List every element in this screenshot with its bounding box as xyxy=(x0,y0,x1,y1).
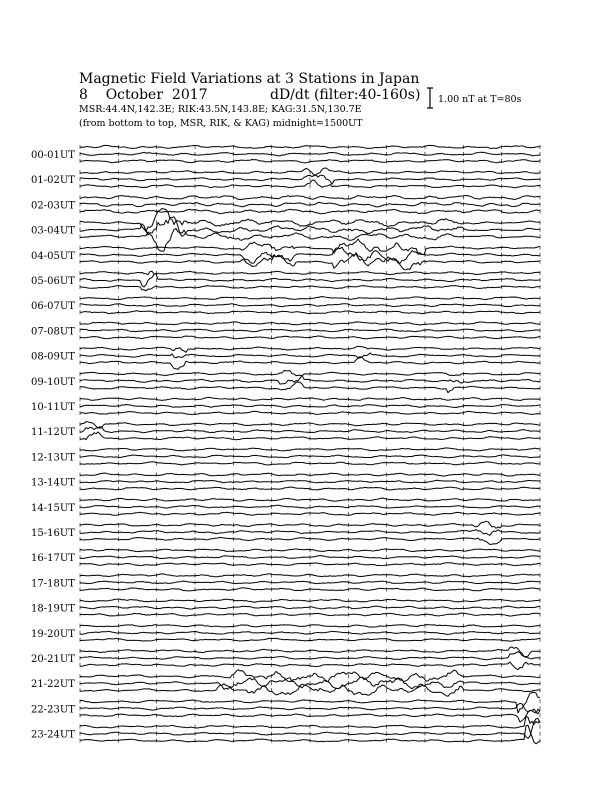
hour-label: 00-01UT xyxy=(31,150,75,161)
hour-label: 21-22UT xyxy=(31,679,75,691)
trace-kag xyxy=(80,717,540,728)
station-coordinates: MSR:44.4N,142.3E; RIK:43.5N,143.8E; KAG:31.5N,130.7E xyxy=(79,104,362,115)
hour-label: 04-05UT xyxy=(31,250,75,262)
chart-date: 8 October 2017 xyxy=(79,87,208,103)
station-order-note: (from bottom to top, MSR, RIK, & KAG) midnight=1500UT xyxy=(79,118,363,129)
hour-label: 23-24UT xyxy=(31,729,75,741)
hour-label: 05-06UT xyxy=(31,276,75,287)
trace-msr xyxy=(80,709,540,722)
scale-label: 1.00 nT at T=80s xyxy=(438,94,522,105)
hour-label: 06-07UT xyxy=(31,301,75,313)
hour-label: 03-04UT xyxy=(31,225,75,237)
hour-label: 09-10UT xyxy=(31,376,75,388)
hour-label: 02-03UT xyxy=(31,200,75,212)
hour-label: 15-16UT xyxy=(31,528,75,539)
hour-label: 18-19UT xyxy=(31,603,75,615)
hour-label: 20-21UT xyxy=(31,654,75,665)
hour-label: 08-09UT xyxy=(31,351,75,363)
hour-label: 12-13UT xyxy=(31,452,75,464)
hour-label: 16-17UT xyxy=(31,553,75,565)
hour-label: 07-08UT xyxy=(31,326,75,338)
minute-ticks xyxy=(80,228,540,232)
hour-label: 10-11UT xyxy=(31,402,75,413)
hour-label: 19-20UT xyxy=(31,628,75,640)
trace-kag xyxy=(80,670,540,682)
hour-label: 01-02UT xyxy=(31,175,75,187)
hour-label: 22-23UT xyxy=(31,704,75,716)
hour-label: 13-14UT xyxy=(31,477,75,489)
hour-label: 11-12UT xyxy=(31,427,75,439)
hour-rows xyxy=(31,145,540,744)
chart-title: Magnetic Field Variations at 3 Stations in Japan xyxy=(79,71,420,87)
hour-label: 14-15UT xyxy=(31,502,75,514)
trace-kag xyxy=(80,521,540,528)
chart-subtitle: dD/dt (filter:40-160s) xyxy=(270,87,421,103)
trace-rik xyxy=(80,703,540,713)
hour-label: 17-18UT xyxy=(31,578,75,590)
